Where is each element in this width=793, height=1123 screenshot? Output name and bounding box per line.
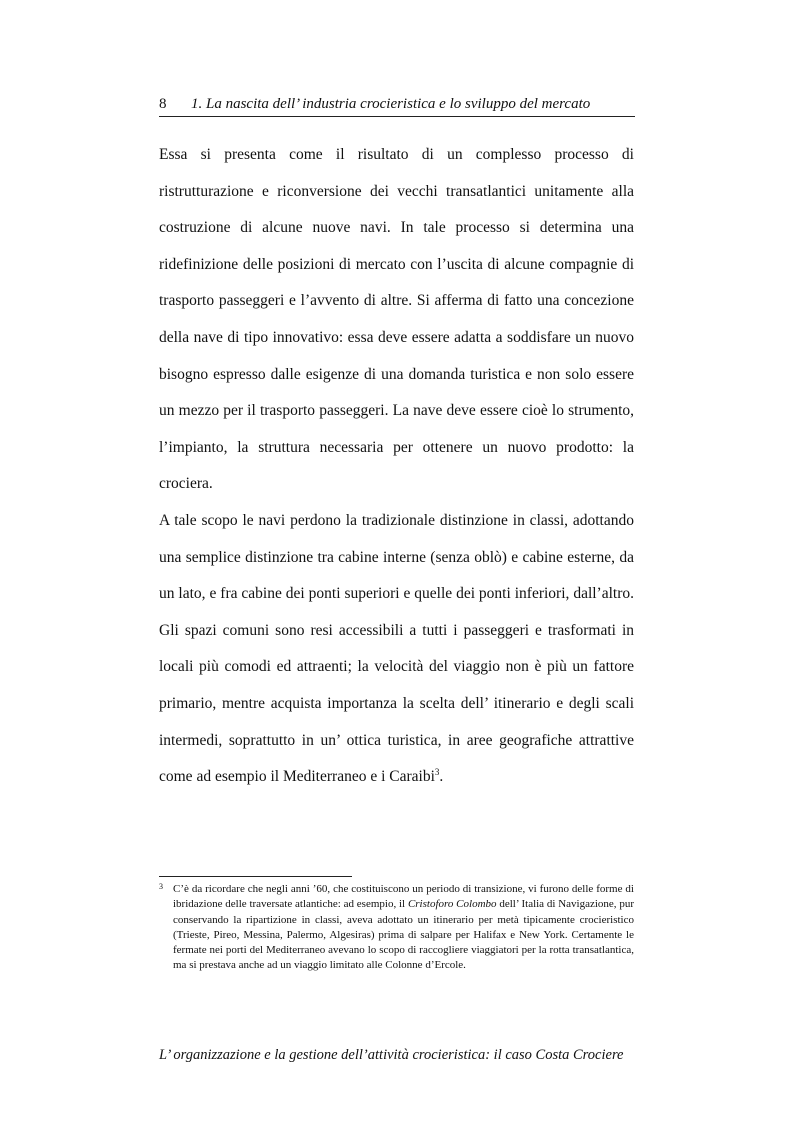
- body-text: [159, 137, 634, 796]
- footnote-reference[interactable]: 3: [434, 767, 440, 778]
- paragraph-1: Essa si presenta come il risultato di un complesso processo di ristrutturazione e riconversione dei vecchi transatlantici unitamente alla costruzione di alcune nuove navi. In tale processo si determina una ridefinizione delle posizioni di mercato con l’uscita di alcune compagnie di trasporto passeggeri e l’avvento di altre. Si afferma di fatto una concezione della nave di tipo innovativo: essa deve essere adatta a soddisfare un nuovo bisogno espresso dalle esigenze di una domanda turistica e non solo essere un mezzo per il trasporto passeggeri. La nave deve essere cioè lo strumento, l’impianto, la struttura necessaria per ottenere un nuovo prodotto: la crociera.: [159, 146, 634, 493]
- footnote-ship-name: Cristoforo Colombo: [407, 898, 497, 911]
- running-header: [159, 94, 635, 117]
- paragraph-2-end: .: [439, 768, 444, 786]
- running-footer: L’ organizzazione e la gestione dell’attività crocieristica: il caso Costa Crociere: [159, 1047, 624, 1063]
- page-number: 8: [159, 96, 167, 112]
- footnote: 3 C’è da ricordare che negli anni ’60, che costituiscono un periodo di transizione, vi furono delle forme di ibridazione delle traversate atlantiche: ad esempio, il Cristoforo Colombo dell’ Italia di Navigazione, pur conservando la ripartizione in classi, aveva adottato un itinerario per metà tipicamente crocieristico (Trieste, Pireo, Messina, Palermo, Algesiras) prima di salpare per Halifax e New York. Certamente le fermate nei porti del Mediterraneo avevano lo scopo di raccogliere viaggiatori per la rotta transatlantica, ma si prestava anche ad un viaggio limitato alle Colonne d’Ercole.: [159, 882, 635, 972]
- footnote-text-part1: C’è da ricordare che negli anni ’60, che costituiscono un periodo di transizione, vi furono delle forme di ibridazione delle traversate atlantiche: ad esempio, il: [173, 883, 634, 911]
- chapter-title: 1. La nascita dell’ industria crocieristica e lo sviluppo del mercato: [191, 96, 591, 112]
- footnote-separator: [159, 876, 352, 877]
- footnote-text-part2: dell’ Italia di Navigazione, pur conservando la ripartizione in classi, aveva adottato un itinerario per metà tipicamente crocieristico (Trieste, Pireo, Messina, Palermo, Algesiras) prima di salpare per Halifax e New York. Certamente le fermate nei porti del Mediterraneo avevano lo scopo di raccogliere viaggiatori per la rotta transatlantica, ma si prestava anche ad un viaggio limitato alle Colonne d’Ercole.: [173, 898, 635, 972]
- paragraph-2: [159, 503, 634, 796]
- paragraph-2-text: A tale scopo le navi perdono la tradizionale distinzione in classi, adottando una semplice distinzione tra cabine interne (senza oblò) e cabine esterne, da un lato, e fra cabine dei ponti superiori e quelle dei ponti inferiori, dall’altro. Gli spazi comuni sono resi accessibili a tutti i passeggeri e trasformati in locali più comodi ed attraenti; la velocità del viaggio non è più un fattore primario, mentre acquista importanza la scelta dell’ itinerario e degli scali intermedi, soprattutto in un’ ottica turistica, in aree geografiche attrattive come ad esempio il Mediterraneo e i Caraibi: [159, 511, 634, 786]
